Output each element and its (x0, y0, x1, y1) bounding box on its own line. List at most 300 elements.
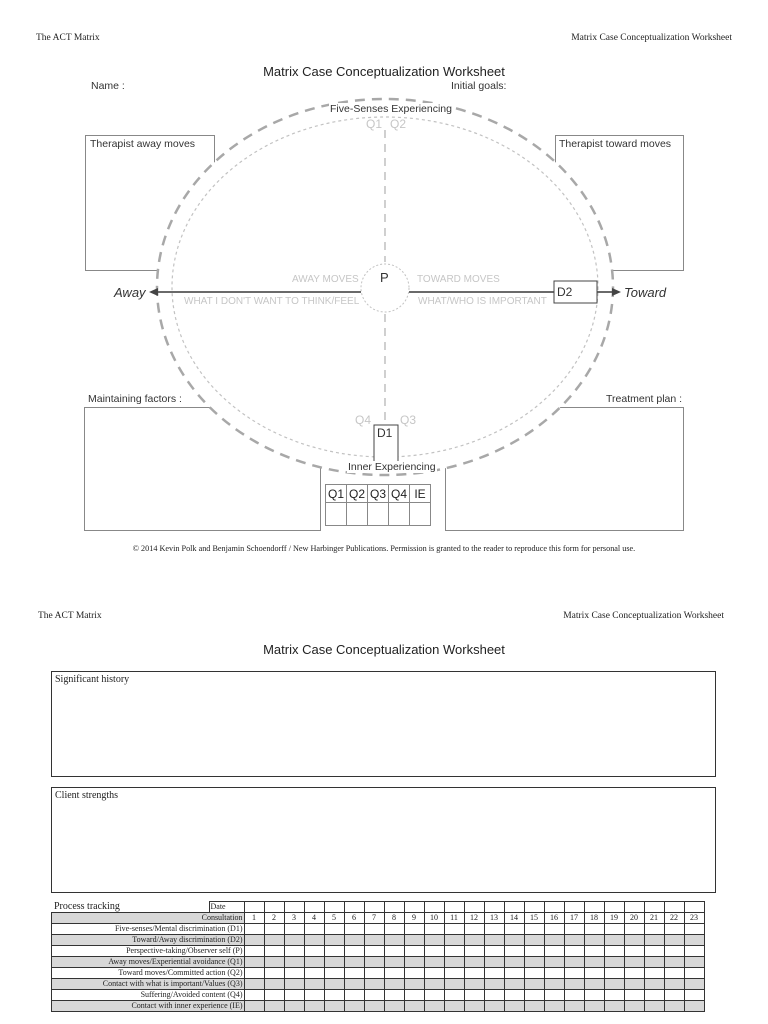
date-cell[interactable] (604, 902, 624, 913)
p-label: P (380, 270, 389, 285)
date-cell[interactable] (484, 902, 504, 913)
process-cell[interactable] (684, 1001, 704, 1012)
process-cell[interactable] (304, 935, 324, 946)
consultation-number: 18 (584, 913, 604, 924)
process-cell[interactable] (264, 979, 284, 990)
process-cell[interactable] (344, 1001, 364, 1012)
page1-header-right: Matrix Case Conceptualization Worksheet (571, 33, 732, 43)
process-cell[interactable] (484, 990, 504, 1001)
process-cell[interactable] (664, 1001, 684, 1012)
process-cell[interactable] (264, 1001, 284, 1012)
consultation-number: 23 (684, 913, 704, 924)
consultation-number: 15 (524, 913, 544, 924)
process-cell[interactable] (484, 1001, 504, 1012)
consultation-number: 6 (344, 913, 364, 924)
date-cell[interactable] (684, 902, 704, 913)
process-cell[interactable] (524, 968, 544, 979)
process-cell[interactable] (464, 1001, 484, 1012)
process-cell[interactable] (424, 990, 444, 1001)
date-cell[interactable] (664, 902, 684, 913)
process-cell[interactable] (264, 935, 284, 946)
process-cell[interactable] (384, 935, 404, 946)
process-cell[interactable] (684, 946, 704, 957)
process-cell[interactable] (384, 946, 404, 957)
process-row-label: Contact with what is important/Values (Q3) (52, 979, 245, 990)
process-cell[interactable] (444, 979, 464, 990)
process-cell[interactable] (624, 990, 644, 1001)
process-cell[interactable] (624, 946, 644, 957)
process-cell[interactable] (544, 990, 564, 1001)
process-cell[interactable] (304, 968, 324, 979)
process-cell[interactable] (564, 924, 584, 935)
process-cell[interactable] (384, 924, 404, 935)
process-row-label: Toward/Away discrimination (D2) (52, 935, 245, 946)
process-cell[interactable] (544, 946, 564, 957)
process-cell[interactable] (604, 968, 624, 979)
process-cell[interactable] (504, 979, 524, 990)
process-cell[interactable] (244, 990, 264, 1001)
process-cell[interactable] (464, 957, 484, 968)
process-cell[interactable] (364, 946, 384, 957)
process-cell[interactable] (564, 957, 584, 968)
process-cell[interactable] (604, 957, 624, 968)
process-cell[interactable] (244, 1001, 264, 1012)
away-label: Away (114, 285, 146, 300)
process-cell[interactable] (444, 957, 464, 968)
process-cell[interactable] (424, 979, 444, 990)
process-cell[interactable] (564, 935, 584, 946)
process-cell[interactable] (684, 935, 704, 946)
process-cell[interactable] (444, 990, 464, 1001)
process-cell[interactable] (364, 1001, 384, 1012)
process-cell[interactable] (504, 957, 524, 968)
date-cell[interactable] (344, 902, 364, 913)
process-cell[interactable] (404, 1001, 424, 1012)
process-cell[interactable] (664, 946, 684, 957)
process-cell[interactable] (524, 924, 544, 935)
process-cell[interactable] (684, 924, 704, 935)
process-cell[interactable] (644, 990, 664, 1001)
process-cell[interactable] (604, 924, 624, 935)
process-cell[interactable] (524, 935, 544, 946)
process-cell[interactable] (664, 924, 684, 935)
process-cell[interactable] (644, 968, 664, 979)
process-cell[interactable] (364, 979, 384, 990)
process-cell[interactable] (364, 935, 384, 946)
process-cell[interactable] (624, 1001, 644, 1012)
date-cell[interactable] (284, 902, 304, 913)
process-cell[interactable] (644, 935, 664, 946)
tally-header-q4: Q4 (389, 485, 410, 503)
process-cell[interactable] (424, 924, 444, 935)
process-cell[interactable] (464, 924, 484, 935)
treatment-plan-label: Treatment plan : (606, 393, 683, 405)
process-cell[interactable] (304, 946, 324, 957)
consultation-number: 21 (644, 913, 664, 924)
inner-experiencing-label: Inner Experiencing (348, 461, 436, 473)
process-cell[interactable] (244, 979, 264, 990)
process-row (52, 935, 705, 946)
process-cell[interactable] (324, 990, 344, 1001)
process-cell[interactable] (664, 957, 684, 968)
date-cell[interactable] (264, 902, 284, 913)
process-cell[interactable] (324, 979, 344, 990)
process-tracking-table (51, 901, 705, 1012)
process-cell[interactable] (424, 968, 444, 979)
process-cell[interactable] (444, 968, 464, 979)
consultation-number: 8 (384, 913, 404, 924)
process-cell[interactable] (644, 946, 664, 957)
process-cell[interactable] (664, 990, 684, 1001)
toward-moves-label: TOWARD MOVES (417, 274, 500, 285)
tally-input-row[interactable] (326, 503, 431, 526)
process-cell[interactable] (624, 935, 644, 946)
process-cell[interactable] (684, 979, 704, 990)
significant-history-box[interactable] (51, 671, 716, 777)
consultation-number: 10 (424, 913, 444, 924)
process-cell[interactable] (564, 946, 584, 957)
consultation-number: 14 (504, 913, 524, 924)
tally-cell-q2[interactable] (347, 503, 368, 526)
tally-cell-q4[interactable] (389, 503, 410, 526)
process-cell[interactable] (584, 946, 604, 957)
process-cell[interactable] (464, 946, 484, 957)
process-cell[interactable] (304, 957, 324, 968)
process-cell[interactable] (264, 924, 284, 935)
process-cell[interactable] (324, 924, 344, 935)
d2-label: D2 (557, 285, 573, 299)
consultation-number: 11 (444, 913, 464, 924)
tally-header-q1: Q1 (326, 485, 347, 503)
date-cell[interactable] (584, 902, 604, 913)
process-cell[interactable] (404, 990, 424, 1001)
consultation-number: 20 (624, 913, 644, 924)
date-cell[interactable] (404, 902, 424, 913)
process-cell[interactable] (324, 946, 344, 957)
process-row-label: Five-senses/Mental discrimination (D1) (52, 924, 245, 935)
tally-table (325, 484, 431, 526)
process-cell[interactable] (444, 946, 464, 957)
process-row (52, 1001, 705, 1012)
process-cell[interactable] (384, 1001, 404, 1012)
process-cell[interactable] (504, 924, 524, 935)
process-cell[interactable] (304, 990, 324, 1001)
process-cell[interactable] (304, 924, 324, 935)
process-cell[interactable] (564, 1001, 584, 1012)
date-cell[interactable] (244, 902, 264, 913)
process-cell[interactable] (264, 968, 284, 979)
consultation-number: 4 (304, 913, 324, 924)
date-cell[interactable] (384, 902, 404, 913)
process-cell[interactable] (324, 968, 344, 979)
process-cell[interactable] (484, 935, 504, 946)
process-cell[interactable] (604, 1001, 624, 1012)
process-cell[interactable] (584, 1001, 604, 1012)
away-arrowhead (149, 288, 158, 296)
process-cell[interactable] (404, 968, 424, 979)
toward-arrowhead (612, 288, 621, 296)
process-cell[interactable] (264, 990, 284, 1001)
process-cell[interactable] (644, 1001, 664, 1012)
consultation-row (52, 913, 705, 924)
process-cell[interactable] (324, 935, 344, 946)
tally-header-ie: IE (410, 485, 431, 503)
process-cell[interactable] (284, 1001, 304, 1012)
date-cell[interactable] (644, 902, 664, 913)
process-cell[interactable] (304, 1001, 324, 1012)
process-row-label: Suffering/Avoided content (Q4) (52, 990, 245, 1001)
process-cell[interactable] (444, 1001, 464, 1012)
process-cell[interactable] (444, 935, 464, 946)
process-cell[interactable] (424, 946, 444, 957)
process-cell[interactable] (344, 924, 364, 935)
process-cell[interactable] (364, 957, 384, 968)
process-cell[interactable] (404, 979, 424, 990)
process-cell[interactable] (484, 957, 504, 968)
process-cell[interactable] (244, 957, 264, 968)
date-cell[interactable] (564, 902, 584, 913)
process-cell[interactable] (364, 924, 384, 935)
process-cell[interactable] (524, 946, 544, 957)
process-cell[interactable] (384, 990, 404, 1001)
process-cell[interactable] (284, 990, 304, 1001)
copyright-notice: © 2014 Kevin Polk and Benjamin Schoendorff / New Harbinger Publications. Permission is granted to the reader to reproduce this form for personal use. (132, 544, 636, 553)
process-cell[interactable] (504, 946, 524, 957)
therapist-away-label: Therapist away moves (90, 138, 196, 150)
date-label: Date (209, 902, 244, 913)
process-cell[interactable] (524, 1001, 544, 1012)
process-cell[interactable] (284, 946, 304, 957)
consultation-label: Consultation (52, 913, 245, 924)
page2-title: Matrix Case Conceptualization Worksheet (263, 642, 505, 657)
process-cell[interactable] (604, 990, 624, 1001)
process-cell[interactable] (484, 924, 504, 935)
tally-cell-q3[interactable] (368, 503, 389, 526)
process-cell[interactable] (664, 968, 684, 979)
page1-title: Matrix Case Conceptualization Worksheet (263, 64, 505, 79)
consultation-number: 1 (244, 913, 264, 924)
process-cell[interactable] (364, 968, 384, 979)
process-row (52, 990, 705, 1001)
date-cell[interactable] (324, 902, 344, 913)
consultation-number: 7 (364, 913, 384, 924)
consultation-number: 13 (484, 913, 504, 924)
process-cell[interactable] (644, 979, 664, 990)
toward-sub-label: WHAT/WHO IS IMPORTANT (418, 296, 547, 307)
process-cell[interactable] (544, 935, 564, 946)
name-label: Name : (91, 80, 125, 92)
process-row-label: Away moves/Experiential avoidance (Q1) (52, 957, 245, 968)
process-cell[interactable] (504, 935, 524, 946)
process-cell[interactable] (544, 957, 564, 968)
process-cell[interactable] (624, 979, 644, 990)
process-cell[interactable] (324, 1001, 344, 1012)
q2-label: Q2 (390, 117, 407, 131)
page2-header-left: The ACT Matrix (38, 611, 102, 621)
tally-cell-ie[interactable] (410, 503, 431, 526)
process-cell[interactable] (504, 1001, 524, 1012)
process-cell[interactable] (544, 968, 564, 979)
process-row-label: Contact with inner experience (IE) (52, 1001, 245, 1012)
process-cell[interactable] (344, 957, 364, 968)
process-cell[interactable] (464, 935, 484, 946)
process-cell[interactable] (244, 968, 264, 979)
consultation-number: 17 (564, 913, 584, 924)
process-cell[interactable] (544, 1001, 564, 1012)
process-cell[interactable] (404, 957, 424, 968)
process-cell[interactable] (284, 924, 304, 935)
process-cell[interactable] (564, 990, 584, 1001)
process-cell[interactable] (384, 979, 404, 990)
process-cell[interactable] (324, 957, 344, 968)
date-row-spacer (52, 902, 210, 913)
process-row-label: Perspective-taking/Observer self (P) (52, 946, 245, 957)
tally-header-row (326, 485, 431, 503)
process-row (52, 957, 705, 968)
process-cell[interactable] (584, 990, 604, 1001)
process-cell[interactable] (584, 979, 604, 990)
process-cell[interactable] (584, 957, 604, 968)
process-cell[interactable] (504, 990, 524, 1001)
process-cell[interactable] (264, 946, 284, 957)
significant-history-label: Significant history (55, 674, 130, 685)
maintaining-factors-label: Maintaining factors : (88, 393, 182, 405)
consultation-number: 19 (604, 913, 624, 924)
process-cell[interactable] (364, 990, 384, 1001)
date-cell[interactable] (464, 902, 484, 913)
process-cell[interactable] (664, 979, 684, 990)
process-cell[interactable] (244, 935, 264, 946)
process-cell[interactable] (684, 968, 704, 979)
q4-label: Q4 (355, 413, 372, 427)
process-cell[interactable] (244, 924, 264, 935)
process-cell[interactable] (284, 957, 304, 968)
page2-header-right: Matrix Case Conceptualization Worksheet (563, 611, 724, 621)
process-cell[interactable] (524, 979, 544, 990)
process-cell[interactable] (344, 979, 364, 990)
toward-label: Toward (624, 285, 667, 300)
process-cell[interactable] (524, 957, 544, 968)
process-cell[interactable] (624, 968, 644, 979)
process-cell[interactable] (604, 946, 624, 957)
date-row (52, 902, 705, 913)
process-cell[interactable] (424, 1001, 444, 1012)
process-cell[interactable] (684, 957, 704, 968)
process-row (52, 946, 705, 957)
five-senses-label: Five-Senses Experiencing (330, 103, 452, 115)
process-row-label: Toward moves/Committed action (Q2) (52, 968, 245, 979)
process-cell[interactable] (284, 935, 304, 946)
therapist-toward-label: Therapist toward moves (559, 138, 672, 150)
page1-header-left: The ACT Matrix (36, 33, 100, 43)
process-cell[interactable] (244, 946, 264, 957)
process-cell[interactable] (284, 968, 304, 979)
process-cell[interactable] (604, 979, 624, 990)
consultation-number: 16 (544, 913, 564, 924)
process-cell[interactable] (384, 957, 404, 968)
process-cell[interactable] (544, 924, 564, 935)
process-cell[interactable] (444, 924, 464, 935)
process-cell[interactable] (564, 979, 584, 990)
date-cell[interactable] (364, 902, 384, 913)
date-cell[interactable] (544, 902, 564, 913)
consultation-number: 3 (284, 913, 304, 924)
process-cell[interactable] (344, 935, 364, 946)
away-moves-label: AWAY MOVES (292, 274, 359, 285)
consultation-number: 2 (264, 913, 284, 924)
process-cell[interactable] (344, 946, 364, 957)
consultation-number: 12 (464, 913, 484, 924)
date-cell[interactable] (624, 902, 644, 913)
process-cell[interactable] (304, 979, 324, 990)
process-cell[interactable] (484, 968, 504, 979)
process-tracking-label: Process tracking (54, 901, 120, 912)
process-cell[interactable] (644, 957, 664, 968)
consultation-number: 9 (404, 913, 424, 924)
process-cell[interactable] (464, 979, 484, 990)
process-cell[interactable] (384, 968, 404, 979)
process-cell[interactable] (424, 935, 444, 946)
date-cell[interactable] (524, 902, 544, 913)
q3-label: Q3 (400, 413, 417, 427)
date-cell[interactable] (424, 902, 444, 913)
process-cell[interactable] (584, 935, 604, 946)
process-row (52, 968, 705, 979)
tally-cell-q1[interactable] (326, 503, 347, 526)
process-cell[interactable] (484, 979, 504, 990)
process-cell[interactable] (664, 935, 684, 946)
consultation-number: 22 (664, 913, 684, 924)
away-sub-label: WHAT I DON'T WANT TO THINK/FEEL (184, 296, 360, 307)
process-cell[interactable] (484, 946, 504, 957)
date-cell[interactable] (444, 902, 464, 913)
process-row (52, 979, 705, 990)
process-cell[interactable] (404, 946, 424, 957)
process-cell[interactable] (684, 990, 704, 1001)
q1-label: Q1 (366, 117, 383, 131)
process-cell[interactable] (344, 990, 364, 1001)
process-cell[interactable] (404, 924, 424, 935)
process-cell[interactable] (284, 979, 304, 990)
process-cell[interactable] (564, 968, 584, 979)
process-cell[interactable] (604, 935, 624, 946)
process-cell[interactable] (524, 990, 544, 1001)
client-strengths-label: Client strengths (55, 790, 119, 801)
process-cell[interactable] (464, 990, 484, 1001)
process-cell[interactable] (264, 957, 284, 968)
process-row (52, 924, 705, 935)
process-cell[interactable] (624, 957, 644, 968)
tally-header-q3: Q3 (368, 485, 389, 503)
process-cell[interactable] (424, 957, 444, 968)
process-cell[interactable] (544, 979, 564, 990)
process-cell[interactable] (464, 968, 484, 979)
process-cell[interactable] (584, 968, 604, 979)
date-cell[interactable] (504, 902, 524, 913)
process-cell[interactable] (584, 924, 604, 935)
process-cell[interactable] (344, 968, 364, 979)
client-strengths-box[interactable] (51, 787, 716, 893)
process-cell[interactable] (504, 968, 524, 979)
process-cell[interactable] (644, 924, 664, 935)
process-cell[interactable] (404, 935, 424, 946)
tally-header-q2: Q2 (347, 485, 368, 503)
process-cell[interactable] (624, 924, 644, 935)
date-cell[interactable] (304, 902, 324, 913)
consultation-number: 5 (324, 913, 344, 924)
initial-goals-label: Initial goals: (451, 80, 507, 92)
d1-label: D1 (377, 426, 393, 440)
